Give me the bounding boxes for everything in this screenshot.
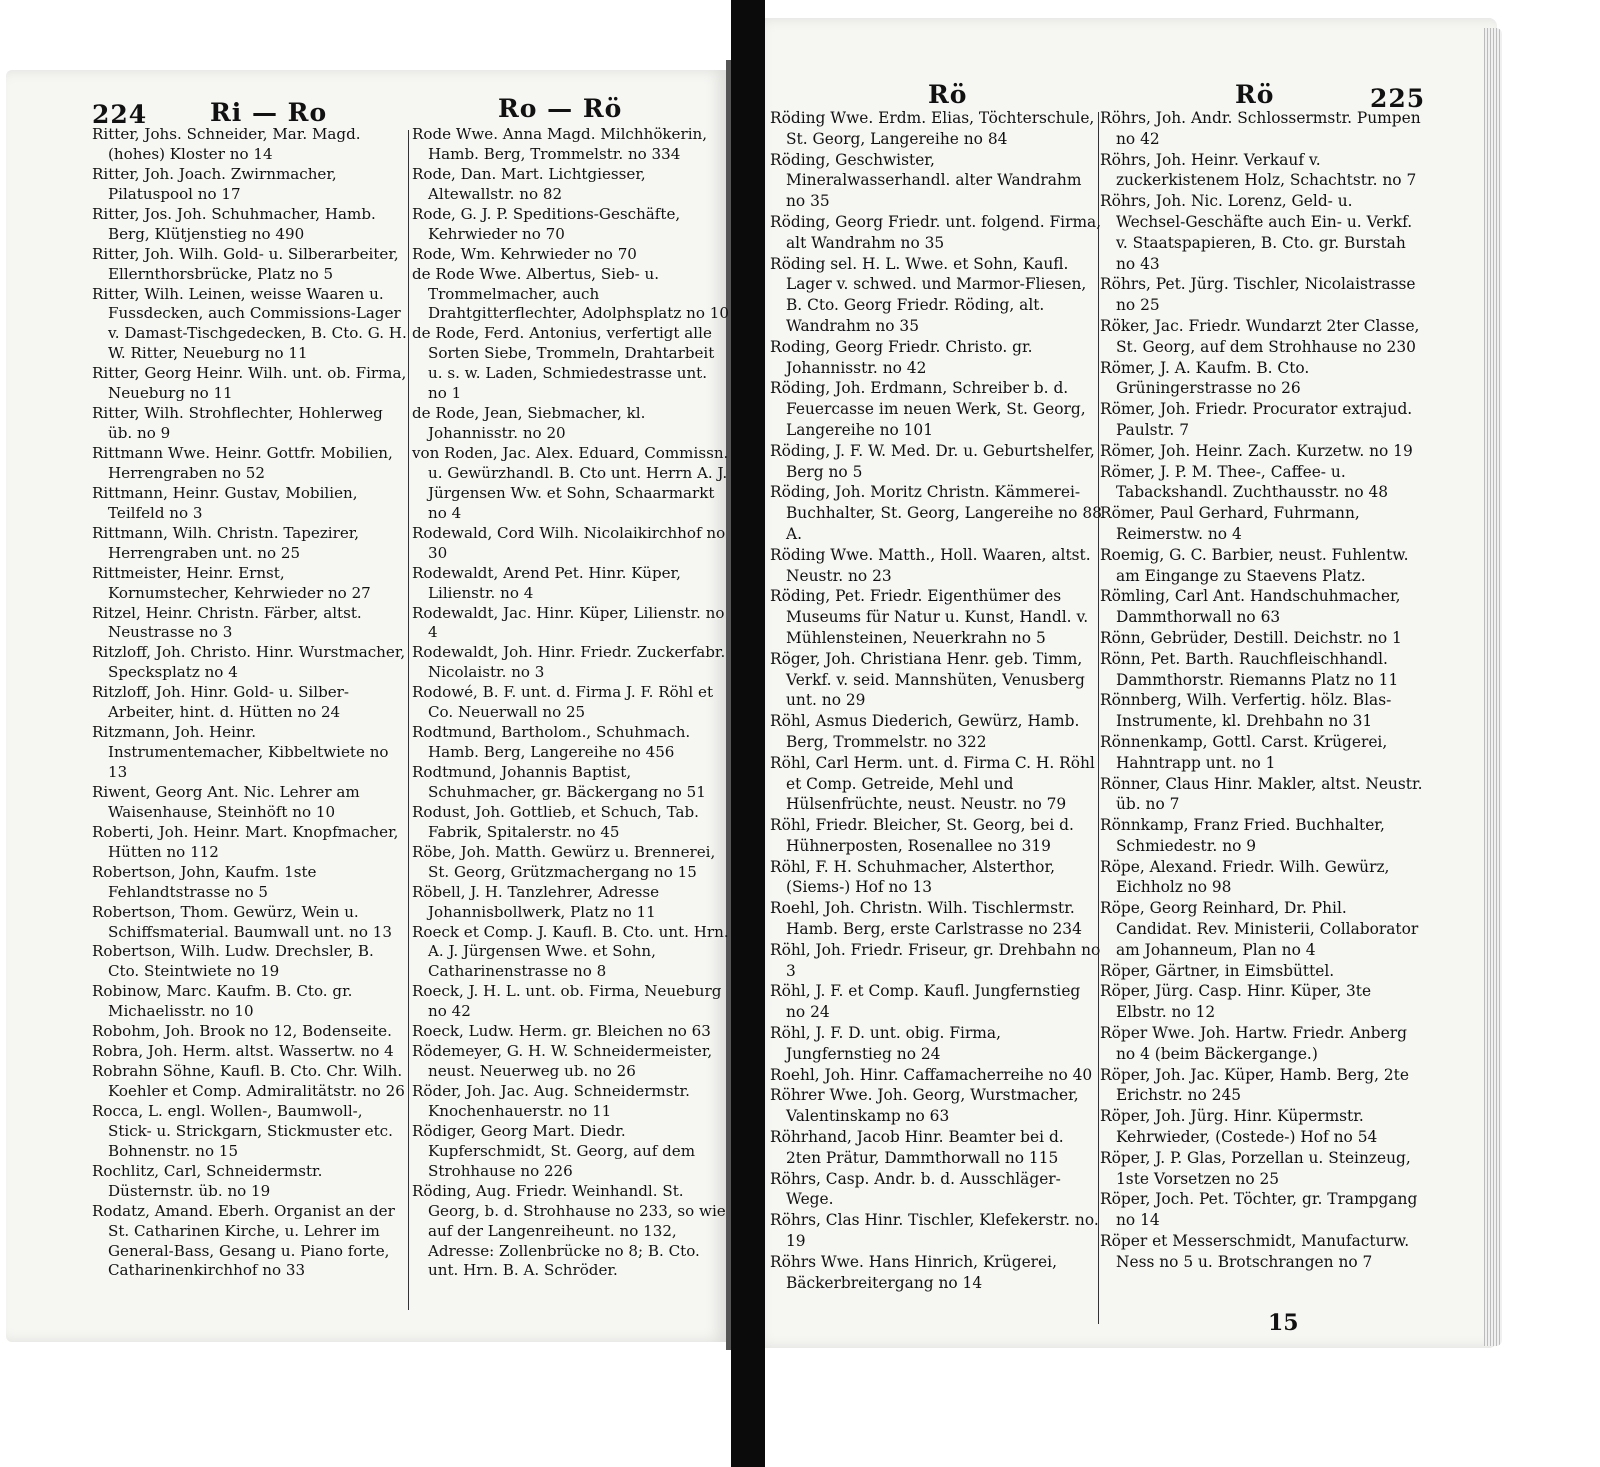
right-page-column-1 — [770, 108, 1102, 1293]
directory-entry: Rodowé, B. F. unt. d. Firma J. F. Röhl et Co. Neuerwall no 25 — [412, 683, 714, 722]
left-page-number: 224 — [92, 100, 148, 129]
directory-entry: Röding sel. H. L. Wwe. et Sohn, Kaufl. Lager v. schwed. und Marmor-Fliesen, B. Cto. Georg Friedr. Röding, alt. Wandrahm no 35 — [770, 254, 1087, 335]
directory-entry: Röhrs, Joh. Nic. Lorenz, Geld- u. Wechsel-Geschäfte auch Ein- u. Verkf. v. Staatspapieren, B. Cto. gr. Burstah no 43 — [1100, 192, 1413, 273]
left-header-right: Ro — Rö — [498, 94, 623, 123]
directory-entry: Rönn, Pet. Barth. Rauchfleischhandl. Dammthorstr. Riemanns Platz no 11 — [1100, 649, 1399, 689]
directory-entry: Rodewaldt, Arend Pet. Hinr. Küper, Lilienstr. no 4 — [412, 563, 681, 602]
directory-entry: Rittmann, Heinr. Gustav, Mobilien, Teilfeld no 3 — [92, 483, 358, 522]
directory-entry: Röhrs, Casp. Andr. b. d. Ausschläger-Wege. — [770, 1169, 1061, 1209]
directory-entry: Röhl, F. H. Schuhmacher, Alsterthor, (Siems-) Hof no 13 — [770, 857, 1056, 897]
directory-entry: Röding, J. F. W. Med. Dr. u. Geburtshelfer, Berg no 5 — [770, 441, 1095, 481]
directory-entry: Ritzmann, Joh. Heinr. Instrumentemacher, Kibbeltwiete no 13 — [92, 723, 389, 781]
directory-entry: Röding, Joh. Erdmann, Schreiber b. d. Feuercasse im neuen Werk, St. Georg, Langereihe no 101 — [770, 379, 1086, 439]
directory-entry: Robertson, Wilh. Ludw. Drechsler, B. Cto. Steintwiete no 19 — [92, 942, 374, 981]
directory-entry: Röhrs, Pet. Jürg. Tischler, Nicolaistrasse no 25 — [1100, 275, 1416, 315]
directory-entry: Robrahn Söhne, Kaufl. B. Cto. Chr. Wilh. Koehler et Comp. Admiralitätstr. no 26 — [92, 1062, 405, 1100]
directory-entry: Ritter, Joh. Wilh. Gold- u. Silberarbeiter, Ellernthorsbrücke, Platz no 5 — [92, 244, 399, 283]
directory-entry: Ritter, Jos. Joh. Schuhmacher, Hamb. Berg, Klütjenstieg no 490 — [92, 204, 376, 243]
right-page-column-2 — [1100, 108, 1424, 1273]
directory-entry: Röpe, Georg Reinhard, Dr. Phil. Candidat. Rev. Ministerii, Collaborator am Johanneum, Plan no 4 — [1100, 899, 1419, 959]
directory-entry: Rodewald, Cord Wilh. Nicolaikirchhof no 30 — [412, 523, 726, 562]
directory-entry: Röhrs, Joh. Andr. Schlossermstr. Pumpen no 42 — [1100, 109, 1421, 148]
directory-entry: Rodtmund, Bartholom., Schuhmach. Hamb. Berg, Langereihe no 456 — [412, 723, 691, 762]
directory-entry: Röding Wwe. Matth., Holl. Waaren, altst. Neustr. no 23 — [770, 545, 1091, 585]
directory-entry: Rönnkamp, Franz Fried. Buchhalter, Schmiedestr. no 9 — [1100, 816, 1385, 855]
directory-entry: Rodatz, Amand. Eberh. Organist an der St. Catharinen Kirche, u. Lehrer im General-Bass, Gesang u. Piano forte, Catharinenkirchhof no 33 — [92, 1201, 395, 1280]
directory-entry: Robinow, Marc. Kaufm. B. Cto. gr. Michaelisstr. no 10 — [92, 982, 353, 1021]
directory-entry: Röger, Joh. Christiana Henr. geb. Timm, Verkf. v. seid. Mannshüten, Venusberg unt. no 29 — [770, 649, 1085, 710]
directory-entry: Rode, Dan. Mart. Lichtgiesser, Altewallstr. no 82 — [412, 164, 646, 203]
directory-entry: Roeck et Comp. J. Kaufl. B. Cto. unt. Hrn. A. J. Jürgensen Wwe. et Sohn, Catharinenstrasse no 8 — [412, 922, 729, 981]
directory-entry: Röding, Pet. Friedr. Eigenthümer des Museums für Natur u. Kunst, Handl. v. Mühlensteinen, Neuerkrahn no 5 — [770, 587, 1089, 647]
directory-entry: Römer, J. A. Kaufm. B. Cto. Grüningerstrasse no 26 — [1100, 358, 1310, 398]
directory-entry: Roemig, G. C. Barbier, neust. Fuhlentw. am Eingange zu Staevens Platz. — [1100, 545, 1409, 585]
directory-entry: de Rode, Jean, Siebmacher, kl. Johannisstr. no 20 — [412, 404, 646, 443]
left-page-column-1 — [92, 125, 408, 1281]
directory-entry: Roberti, Joh. Heinr. Mart. Knopfmacher, Hütten no 112 — [92, 822, 399, 861]
directory-entry: Rodust, Joh. Gottlieb, et Schuch, Tab. Fabrik, Spitalerstr. no 45 — [412, 802, 699, 841]
directory-entry: Röper, J. P. Glas, Porzellan u. Steinzeug, 1ste Vorsetzen no 25 — [1100, 1148, 1411, 1188]
right-header-left: Rö — [928, 80, 968, 109]
directory-entry: Röper, Jürg. Casp. Hinr. Küper, 3te Elbstr. no 12 — [1100, 982, 1372, 1022]
directory-entry: Röper, Joch. Pet. Töchter, gr. Trampgang no 14 — [1100, 1190, 1418, 1230]
directory-entry: Römer, Joh. Heinr. Zach. Kurzetw. no 19 — [1100, 441, 1413, 460]
directory-entry: Röper Wwe. Joh. Hartw. Friedr. Anberg no 4 (beim Bäckergange.) — [1100, 1024, 1407, 1063]
right-header-right: Rö — [1235, 80, 1275, 109]
directory-entry: Röper, Gärtner, in Eimsbüttel. — [1100, 961, 1335, 980]
directory-entry: Robra, Joh. Herm. altst. Wassertw. no 4 — [92, 1042, 394, 1061]
directory-entry: Rönnberg, Wilh. Verfertig. hölz. Blas-Instrumente, kl. Drehbahn no 31 — [1100, 691, 1392, 731]
directory-entry: Ritter, Wilh. Strohflechter, Hohlerweg üb. no 9 — [92, 404, 383, 443]
directory-entry: Ritzloff, Joh. Hinr. Gold- u. Silber-Arbeiter, hint. d. Hütten no 24 — [92, 683, 349, 722]
directory-entry: Riwent, Georg Ant. Nic. Lehrer am Waisenhause, Steinhöft no 10 — [92, 782, 360, 821]
directory-entry: Roehl, Joh. Christn. Wilh. Tischlermstr. Hamb. Berg, erste Carlstrasse no 234 — [770, 899, 1082, 939]
directory-entry: Röhl, Carl Herm. unt. d. Firma C. H. Röhl et Comp. Getreide, Mehl und Hülsenfrüchte, neust. Neustr. no 79 — [770, 753, 1095, 814]
directory-entry: Röhrs, Joh. Heinr. Verkauf v. zuckerkistenem Holz, Schachtstr. no 7 — [1100, 150, 1417, 190]
directory-entry: Rönnenkamp, Gottl. Carst. Krügerei, Hahntrapp unt. no 1 — [1100, 732, 1388, 772]
directory-entry: Röhrs, Clas Hinr. Tischler, Klefekerstr. no. 19 — [770, 1211, 1099, 1251]
directory-entry: Röder, Joh. Jac. Aug. Schneidermstr. Knochenhauerstr. no 11 — [412, 1082, 690, 1120]
directory-entry: Rocca, L. engl. Wollen-, Baumwoll-, Stick- u. Strickgarn, Stickmuster etc. Bohnenstr. no 15 — [92, 1101, 393, 1160]
directory-entry: Röding, Georg Friedr. unt. folgend. Firma, alt Wandrahm no 35 — [770, 212, 1102, 252]
directory-entry: Rode Wwe. Anna Magd. Milchhökerin, Hamb. Berg, Trommelstr. no 334 — [412, 125, 708, 163]
directory-entry: Rönner, Claus Hinr. Makler, altst. Neustr. üb. no 7 — [1100, 774, 1423, 814]
directory-entry: Rödiger, Georg Mart. Diedr. Kupferschmidt, St. Georg, auf dem Strohhause no 226 — [412, 1121, 696, 1180]
directory-entry: Ritter, Georg Heinr. Wilh. unt. ob. Firma, Neueburg no 11 — [92, 364, 407, 403]
directory-entry: Roeck, Ludw. Herm. gr. Bleichen no 63 — [412, 1022, 711, 1041]
directory-entry: Röhrer Wwe. Joh. Georg, Wurstmacher, Valentinskamp no 63 — [770, 1086, 1079, 1126]
directory-entry: Rittmann, Wilh. Christn. Tapezirer, Herrengraben unt. no 25 — [92, 523, 360, 562]
directory-entry: Röper et Messerschmidt, Manufacturw. Ness no 5 u. Brotschrangen no 7 — [1100, 1232, 1410, 1271]
directory-entry: Ritter, Wilh. Leinen, weisse Waaren u. Fussdecken, auch Commissions-Lager v. Damast-Tischgedecken, B. Cto. G. H. W. Ritter, Neueburg no 11 — [92, 284, 407, 363]
directory-entry: Roehl, Joh. Hinr. Caffamacherreihe no 40 — [770, 1065, 1093, 1084]
directory-entry: Röhl, Friedr. Bleicher, St. Georg, bei d. Hühnerposten, Rosenallee no 319 — [770, 816, 1074, 855]
directory-entry: Röding Wwe. Erdm. Elias, Töchterschule, St. Georg, Langereihe no 84 — [770, 109, 1095, 148]
signature-mark: 15 — [1268, 1310, 1299, 1336]
left-column-rule — [408, 130, 409, 1310]
directory-entry: Rödemeyer, G. H. W. Schneidermeister, neust. Neuerweg ub. no 26 — [412, 1042, 713, 1081]
directory-entry: Röper, Joh. Jac. Küper, Hamb. Berg, 2te Erichstr. no 245 — [1100, 1065, 1409, 1105]
directory-entry: Rode, G. J. P. Speditions-Geschäfte, Kehrwieder no 70 — [412, 204, 681, 243]
directory-entry: Ritter, Joh. Joach. Zwirnmacher, Pilatuspool no 17 — [92, 164, 337, 203]
directory-entry: de Rode, Ferd. Antonius, verfertigt alle Sorten Siebe, Trommeln, Drahtarbeit u. s. w. Laden, Schmiedestrasse unt. no 1 — [412, 324, 715, 403]
directory-entry: Robertson, John, Kaufm. 1ste Fehlandtstrasse no 5 — [92, 862, 317, 901]
left-header-left: Ri — Ro — [210, 98, 328, 127]
directory-entry: Röpe, Alexand. Friedr. Wilh. Gewürz, Eichholz no 98 — [1100, 857, 1390, 897]
directory-entry: Römer, Paul Gerhard, Fuhrmann, Reimerstw. no 4 — [1100, 504, 1360, 543]
right-page-number: 225 — [1370, 84, 1426, 113]
directory-entry: Roeck, J. H. L. unt. ob. Firma, Neueburg no 42 — [412, 982, 722, 1021]
directory-entry: von Roden, Jac. Alex. Eduard, Commissn. u. Gewürzhandl. B. Cto unt. Herrn A. J. Jürgensen Ww. et Sohn, Schaarmarkt no 4 — [412, 444, 729, 522]
page-edges — [1484, 28, 1502, 1346]
directory-entry: Ritter, Johs. Schneider, Mar. Magd. (hohes) Kloster no 14 — [92, 125, 361, 163]
book-spine — [731, 0, 765, 1467]
directory-entry: Römling, Carl Ant. Handschuhmacher, Dammthorwall no 63 — [1100, 587, 1401, 627]
directory-entry: Röhl, J. F. D. unt. obig. Firma, Jungfernstieg no 24 — [770, 1024, 1001, 1063]
directory-entry: Röhl, Asmus Diederich, Gewürz, Hamb. Berg, Trommelstr. no 322 — [770, 712, 1080, 751]
directory-entry: Röper, Joh. Jürg. Hinr. Küpermstr. Kehrwieder, (Costede-) Hof no 54 — [1100, 1107, 1378, 1147]
directory-entry: Römer, J. P. M. Thee-, Caffee- u. Tabackshandl. Zuchthausstr. no 48 — [1100, 462, 1389, 502]
directory-entry: Rodtmund, Johannis Baptist, Schuhmacher, gr. Bäckergang no 51 — [412, 763, 706, 801]
directory-entry: Rönn, Gebrüder, Destill. Deichstr. no 1 — [1100, 628, 1402, 647]
left-page-column-2 — [412, 125, 730, 1281]
directory-entry: Rittmann Wwe. Heinr. Gottfr. Mobilien, Herrengraben no 52 — [92, 444, 393, 482]
directory-entry: Rochlitz, Carl, Schneidermstr. Düsternstr. üb. no 19 — [92, 1161, 323, 1200]
directory-entry: Roding, Georg Friedr. Christo. gr. Johannisstr. no 42 — [770, 337, 1033, 377]
directory-entry: Röhrhand, Jacob Hinr. Beamter bei d. 2ten Prätur, Dammthorwall no 115 — [770, 1128, 1064, 1167]
directory-entry: Rodewaldt, Jac. Hinr. Küper, Lilienstr. no 4 — [412, 603, 725, 642]
directory-entry: Röhl, Joh. Friedr. Friseur, gr. Drehbahn no 3 — [770, 940, 1101, 980]
directory-entry: Robohm, Joh. Brook no 12, Bodenseite. — [92, 1022, 392, 1041]
directory-entry: Robertson, Thom. Gewürz, Wein u. Schiffsmaterial. Baumwall unt. no 13 — [92, 902, 392, 941]
directory-entry: Rode, Wm. Kehrwieder no 70 — [412, 244, 637, 263]
directory-entry: Röhrs Wwe. Hans Hinrich, Krügerei, Bäckerbreitergang no 14 — [770, 1252, 1057, 1292]
directory-entry: Röbe, Joh. Matth. Gewürz u. Brennerei, St. Georg, Grützmachergang no 15 — [412, 842, 716, 881]
directory-entry: de Rode Wwe. Albertus, Sieb- u. Trommelmacher, auch Drahtgitterflechter, Adolphsplatz no 10 — [412, 264, 729, 323]
directory-entry: Röding, Joh. Moritz Christn. Kämmerei-Buchhalter, St. Georg, Langereihe no 88 A. — [770, 483, 1102, 543]
directory-entry: Rittmeister, Heinr. Ernst, Kornumstecher, Kehrwieder no 27 — [92, 563, 371, 602]
directory-entry: Röker, Jac. Friedr. Wundarzt 2ter Classe, St. Georg, auf dem Strohhause no 230 — [1100, 316, 1420, 356]
directory-entry: Rodewaldt, Joh. Hinr. Friedr. Zuckerfabr. Nicolaistr. no 3 — [412, 643, 726, 682]
directory-entry: Röding, Aug. Friedr. Weinhandl. St. Georg, b. d. Strohhause no 233, so wie auf der Langenreiheunt. no 132, Adresse: Zollenbrücke no 8; B. Cto. unt. Hrn. B. A. Schröder. — [412, 1181, 726, 1280]
directory-entry: Röbell, J. H. Tanzlehrer, Adresse Johannisbollwerk, Platz no 11 — [412, 882, 660, 921]
directory-entry: Ritzel, Heinr. Christn. Färber, altst. Neustrasse no 3 — [92, 603, 362, 642]
directory-entry: Röhl, J. F. et Comp. Kaufl. Jungfernstieg no 24 — [770, 982, 1081, 1022]
directory-entry: Röding, Geschwister, Mineralwasserhandl. alter Wandrahm no 35 — [770, 150, 1082, 211]
directory-entry: Römer, Joh. Friedr. Procurator extrajud. Paulstr. 7 — [1100, 400, 1413, 439]
directory-entry: Ritzloff, Joh. Christo. Hinr. Wurstmacher, Specksplatz no 4 — [92, 643, 406, 682]
